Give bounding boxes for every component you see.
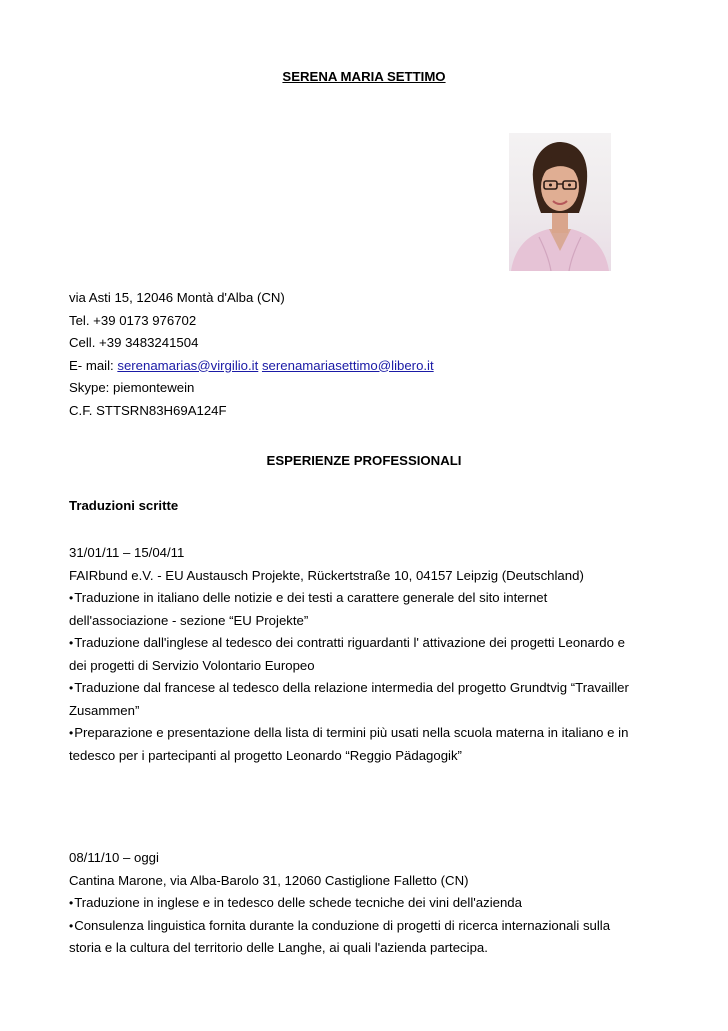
job-duty-line: storia e la cultura del territorio delle Langhe, ai quali l'azienda partecipa. — [69, 940, 488, 955]
tax-code: C.F. STTSRN83H69A124F — [69, 402, 227, 418]
job-duty-line: dell'associazione - sezione “EU Projekte” — [69, 612, 309, 628]
job-duty-line: •Traduzione dal francese al tedesco della relazione intermedia del progetto Grundtvig “Travailler — [69, 677, 668, 700]
section-title-experience: ESPERIENZE PROFESSIONALI — [266, 453, 462, 468]
job-entry-fairbund — [69, 542, 668, 767]
cellphone: Cell. +39 3483241504 — [69, 335, 199, 350]
address: via Asti 15, 12046 Montà d'Alba (CN) — [69, 290, 285, 305]
bullet-icon: • — [69, 591, 74, 605]
bullet-icon: • — [69, 918, 74, 933]
job-entry-cantina-marone — [69, 847, 668, 960]
job-duty-line: •Traduzione in inglese e in tedesco delle schede tecniche dei vini dell'azienda — [69, 892, 668, 915]
email-link-libero[interactable]: serenamariasettimo@libero.it — [261, 357, 434, 373]
bullet-icon: • — [69, 726, 74, 740]
subheading-written-translations: Traduzioni scritte — [69, 498, 179, 513]
job-duty-line: •Traduzione dall'inglese al tedesco dei contratti riguardanti l' attivazione dei progetti Leonardo e — [69, 632, 668, 655]
contact-block — [69, 287, 668, 422]
job-dates: 31/01/11 – 15/04/11 — [69, 545, 185, 560]
job-employer: Cantina Marone, via Alba-Barolo 31, 12060 Castiglione Falletto (CN) — [69, 872, 469, 888]
bullet-icon: • — [69, 896, 74, 910]
skype: Skype: piemontewein — [69, 380, 195, 395]
job-duty-line: dei progetti di Servizio Volontario Europeo — [69, 657, 315, 673]
job-duty-line: •Traduzione in italiano delle notizie e dei testi a carattere generale del sito internet — [69, 587, 668, 610]
portrait-image — [509, 133, 611, 271]
job-employer: FAIRbund e.V. - EU Austausch Projekte, Rückertstraße 10, 04157 Leipzig (Deutschland) — [69, 567, 584, 583]
telephone: Tel. +39 0173 976702 — [69, 312, 197, 328]
job-duty-line: Zusammen” — [69, 702, 140, 718]
job-duty-line: •Preparazione e presentazione della lista di termini più usati nella scuola materna in italiano e in — [69, 722, 668, 745]
job-dates: 08/11/10 – oggi — [69, 850, 159, 865]
job-duty-line: •Consulenza linguistica fornita durante la conduzione di progetti di ricerca internazionali sulla — [69, 915, 668, 938]
email-label: E- mail: — [69, 357, 118, 373]
email-line — [69, 355, 668, 378]
job-duty-line: tedesco per i partecipanti al progetto Leonardo “Reggio Pädagogik” — [69, 747, 462, 763]
page-title: SERENA MARIA SETTIMO — [282, 69, 446, 84]
profile-photo — [509, 133, 611, 271]
email-link-virgilio[interactable]: serenamarias@virgilio.it — [117, 357, 259, 373]
bullet-icon: • — [69, 636, 74, 650]
bullet-icon: • — [69, 681, 74, 695]
